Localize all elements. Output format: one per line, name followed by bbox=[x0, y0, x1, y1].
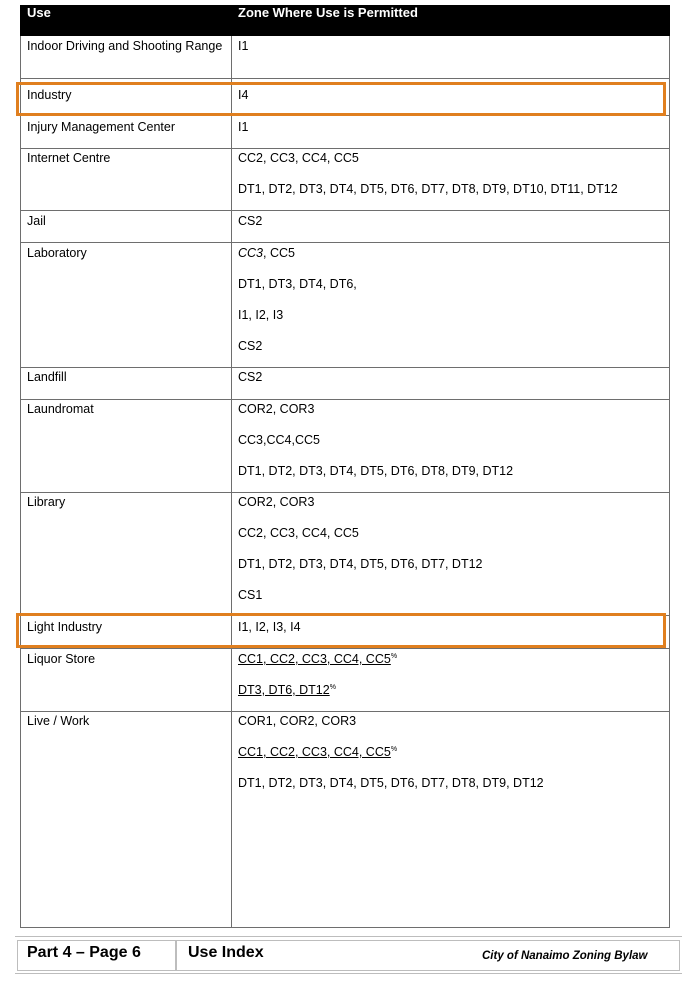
table-row-use: Internet Centre bbox=[27, 151, 111, 165]
table-row-use: Liquor Store bbox=[27, 652, 96, 666]
table-row-use: Library bbox=[27, 495, 66, 509]
zone-line: COR2, COR3 bbox=[238, 495, 315, 509]
zone-line: CS2 bbox=[238, 214, 263, 228]
table-row-use: Injury Management Center bbox=[27, 120, 175, 134]
zone-line: I1 bbox=[238, 39, 249, 53]
zone-line bbox=[238, 681, 663, 712]
zone-line bbox=[238, 650, 663, 681]
header-zone: Zone Where Use is Permitted bbox=[238, 5, 418, 20]
zone-line: CC2, CC3, CC4, CC5 bbox=[238, 526, 359, 540]
footnote-mark: % bbox=[329, 683, 336, 691]
table-row-zones bbox=[238, 400, 663, 493]
zone-line bbox=[238, 743, 663, 774]
table-row-use: Live / Work bbox=[27, 714, 90, 728]
zone-line: CS2 bbox=[238, 339, 263, 353]
zone-line: DT1, DT2, DT3, DT4, DT5, DT6, DT7, DT8, DT9, DT10, DT11, DT12 bbox=[238, 182, 618, 196]
table-row-use: Indoor Driving and Shooting Range bbox=[27, 39, 223, 53]
table-row-use: Laboratory bbox=[27, 246, 87, 260]
footer-document-title: City of Nanaimo Zoning Bylaw bbox=[482, 950, 648, 962]
zone-line: I1, I2, I3, I4 bbox=[238, 620, 301, 634]
header-use: Use bbox=[27, 5, 51, 20]
table-row-zones bbox=[238, 149, 663, 211]
table-row-zones bbox=[238, 650, 663, 712]
zone-line: COR2, COR3 bbox=[238, 402, 315, 416]
table-row-zones bbox=[238, 712, 663, 805]
column-divider bbox=[231, 5, 232, 928]
page-footer bbox=[15, 936, 682, 974]
table-row-zones bbox=[238, 118, 663, 149]
highlight-box-industry bbox=[16, 82, 666, 116]
footer-section-title: Use Index bbox=[188, 944, 264, 961]
table-row-use: Jail bbox=[27, 214, 46, 228]
footnote-mark: % bbox=[390, 652, 398, 660]
zone-line: DT1, DT2, DT3, DT4, DT5, DT6, DT7, DT12 bbox=[238, 557, 483, 571]
zone-line: CS1 bbox=[238, 588, 263, 602]
zone-italic: CC3 bbox=[238, 246, 264, 260]
zone-line bbox=[238, 244, 663, 275]
zone-text: , CC5 bbox=[263, 246, 295, 260]
zone-line: DT1, DT3, DT4, DT6, bbox=[238, 277, 357, 291]
table-header bbox=[20, 5, 670, 36]
table-row-use: Laundromat bbox=[27, 402, 94, 416]
zone-line: COR1, COR2, COR3 bbox=[238, 714, 357, 728]
highlight-box-light-industry bbox=[16, 613, 666, 648]
zone-line: DT1, DT2, DT3, DT4, DT5, DT6, DT7, DT8, DT9, DT12 bbox=[238, 776, 544, 790]
zone-underlined: DT3, DT6, DT12 bbox=[238, 683, 330, 697]
zone-line: DT1, DT2, DT3, DT4, DT5, DT6, DT8, DT9, DT12 bbox=[238, 464, 514, 478]
zone-line: I1 bbox=[238, 120, 249, 134]
table-row-zones bbox=[238, 493, 663, 617]
zone-underlined: CC1, CC2, CC3, CC4, CC5 bbox=[238, 745, 391, 759]
table-row-use: Landfill bbox=[27, 370, 67, 384]
zone-line: CC3,CC4,CC5 bbox=[238, 433, 320, 447]
table-row-use: Industry bbox=[27, 88, 72, 102]
zone-underlined: CC1, CC2, CC3, CC4, CC5 bbox=[238, 652, 391, 666]
zone-line: CS2 bbox=[238, 370, 263, 384]
footnote-mark: % bbox=[390, 745, 398, 753]
zone-line: CC2, CC3, CC4, CC5 bbox=[238, 151, 359, 165]
table-row-use: Light Industry bbox=[27, 620, 103, 634]
table-row-zones bbox=[238, 368, 663, 399]
table-row-zones bbox=[238, 244, 663, 368]
row-divider bbox=[20, 78, 670, 79]
footer-page-number: Part 4 – Page 6 bbox=[27, 944, 141, 961]
table-row-zones bbox=[238, 37, 663, 68]
table-row-zones bbox=[238, 212, 663, 243]
zone-line: I1, I2, I3 bbox=[238, 308, 284, 322]
zone-line: I4 bbox=[238, 88, 249, 102]
